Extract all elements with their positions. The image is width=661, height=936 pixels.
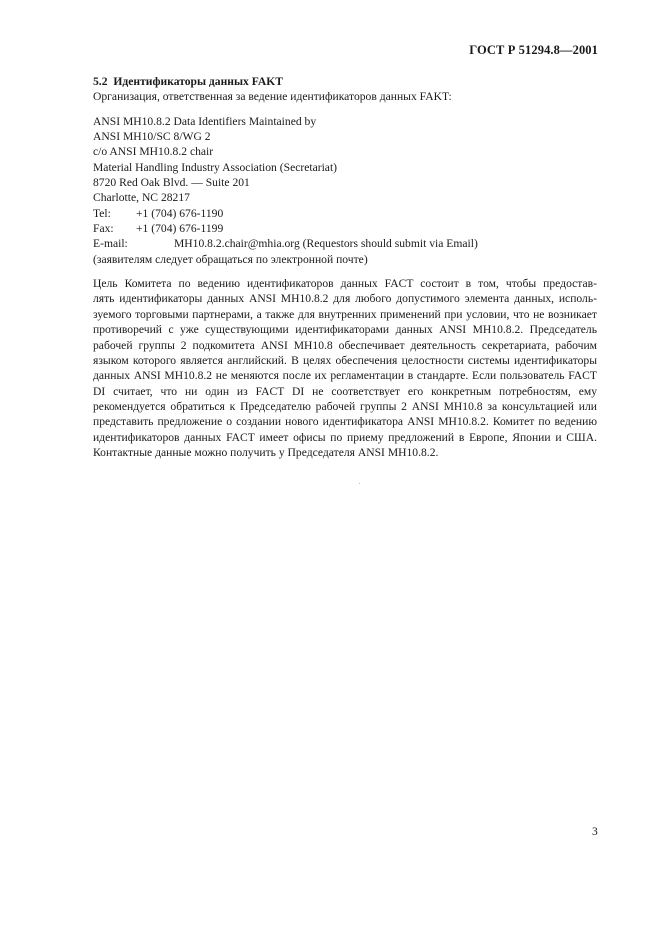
paragraph-line: противоречий с уже существующими идентификаторами данных ANSI MH10.8.2. Председатель bbox=[93, 323, 597, 337]
contact-line: c/o ANSI MH10.8.2 chair bbox=[93, 145, 214, 159]
paragraph-line: рекомендуется обратиться к Председателю рабочей группы 2 ANSI MH10.8 за консультацией или bbox=[93, 399, 597, 413]
contact-fax-row bbox=[93, 221, 597, 236]
paragraph-line: языком которого является английский. В целях обеспечения целостности системы идентификаторы bbox=[93, 353, 597, 367]
section-heading bbox=[93, 74, 597, 89]
paragraph-line: идентификаторов данных FACT имеет офисы по приему предложений в Европе, Японии и США. bbox=[93, 430, 597, 444]
contact-line: Material Handling Industry Association (Secretariat) bbox=[93, 160, 338, 174]
phone-value: +1 (704) 676-1190 bbox=[136, 206, 224, 220]
email-label: E-mail: bbox=[93, 237, 128, 251]
paragraph-line: DI считает, что ни один из FACT DI не соответствует его конкретным потребностям, ему bbox=[93, 384, 597, 398]
document-standard-id: ГОСТ Р 51294.8—2001 bbox=[469, 43, 598, 57]
paragraph-line: данных ANSI MH10.8.2 не меняются после их регламентации в стандарте. Если пользователь FACT bbox=[93, 369, 597, 383]
main-content bbox=[93, 74, 597, 460]
fax-value: +1 (704) 676-1199 bbox=[136, 222, 224, 236]
phone-label: Tel: bbox=[93, 206, 111, 220]
spacer bbox=[93, 105, 597, 114]
contact-line: ANSI MH10/SC 8/WG 2 bbox=[93, 130, 211, 144]
contact-line: ANSI MH10.8.2 Data Identifiers Maintained by bbox=[93, 114, 317, 128]
contact-line: Charlotte, NC 28217 bbox=[93, 191, 190, 205]
email-note: (заявителям следует обращаться по электронной почте) bbox=[93, 252, 368, 266]
fax-label: Fax: bbox=[93, 222, 114, 236]
contact-email-row bbox=[93, 236, 597, 251]
page-number: 3 bbox=[592, 826, 598, 838]
paragraph-line: Цель Комитета по ведению идентификаторов данных FACT состоит в том, чтобы предостав- bbox=[93, 277, 597, 291]
paragraph-line: лять идентификаторы данных ANSI MH10.8.2 для любого допустимого элемента данных, исполь- bbox=[93, 292, 597, 306]
section-intro: Организация, ответственная за ведение идентификаторов данных FAKT: bbox=[93, 90, 452, 104]
section-number: 5.2 bbox=[93, 75, 108, 88]
paragraph-line: зуемого торговыми партнерами, а также для внутренних применений при условии, что не возникает bbox=[93, 307, 597, 321]
body-paragraph bbox=[93, 276, 597, 460]
contact-address-block bbox=[93, 114, 597, 267]
paragraph-line: рабочей группы 2 подкомитета ANSI MH10.8 обеспечивает деятельность секретариата, рабочим bbox=[93, 338, 597, 352]
section-title: Идентификаторы данных FAKT bbox=[113, 75, 284, 88]
contact-phone-row bbox=[93, 206, 597, 221]
paragraph-line: представить предложение о создании нового идентификатора ANSI MH10.8.2. Комитет по ведению bbox=[93, 415, 597, 429]
paragraph-line: Контактные данные можно получить у Председателя ANSI MH10.8.2. bbox=[93, 445, 439, 459]
contact-line: 8720 Red Oak Blvd. — Suite 201 bbox=[93, 176, 250, 190]
scan-speck bbox=[359, 483, 360, 484]
email-value: MH10.8.2.chair@mhia.org (Requestors should submit via Email) bbox=[174, 237, 478, 251]
